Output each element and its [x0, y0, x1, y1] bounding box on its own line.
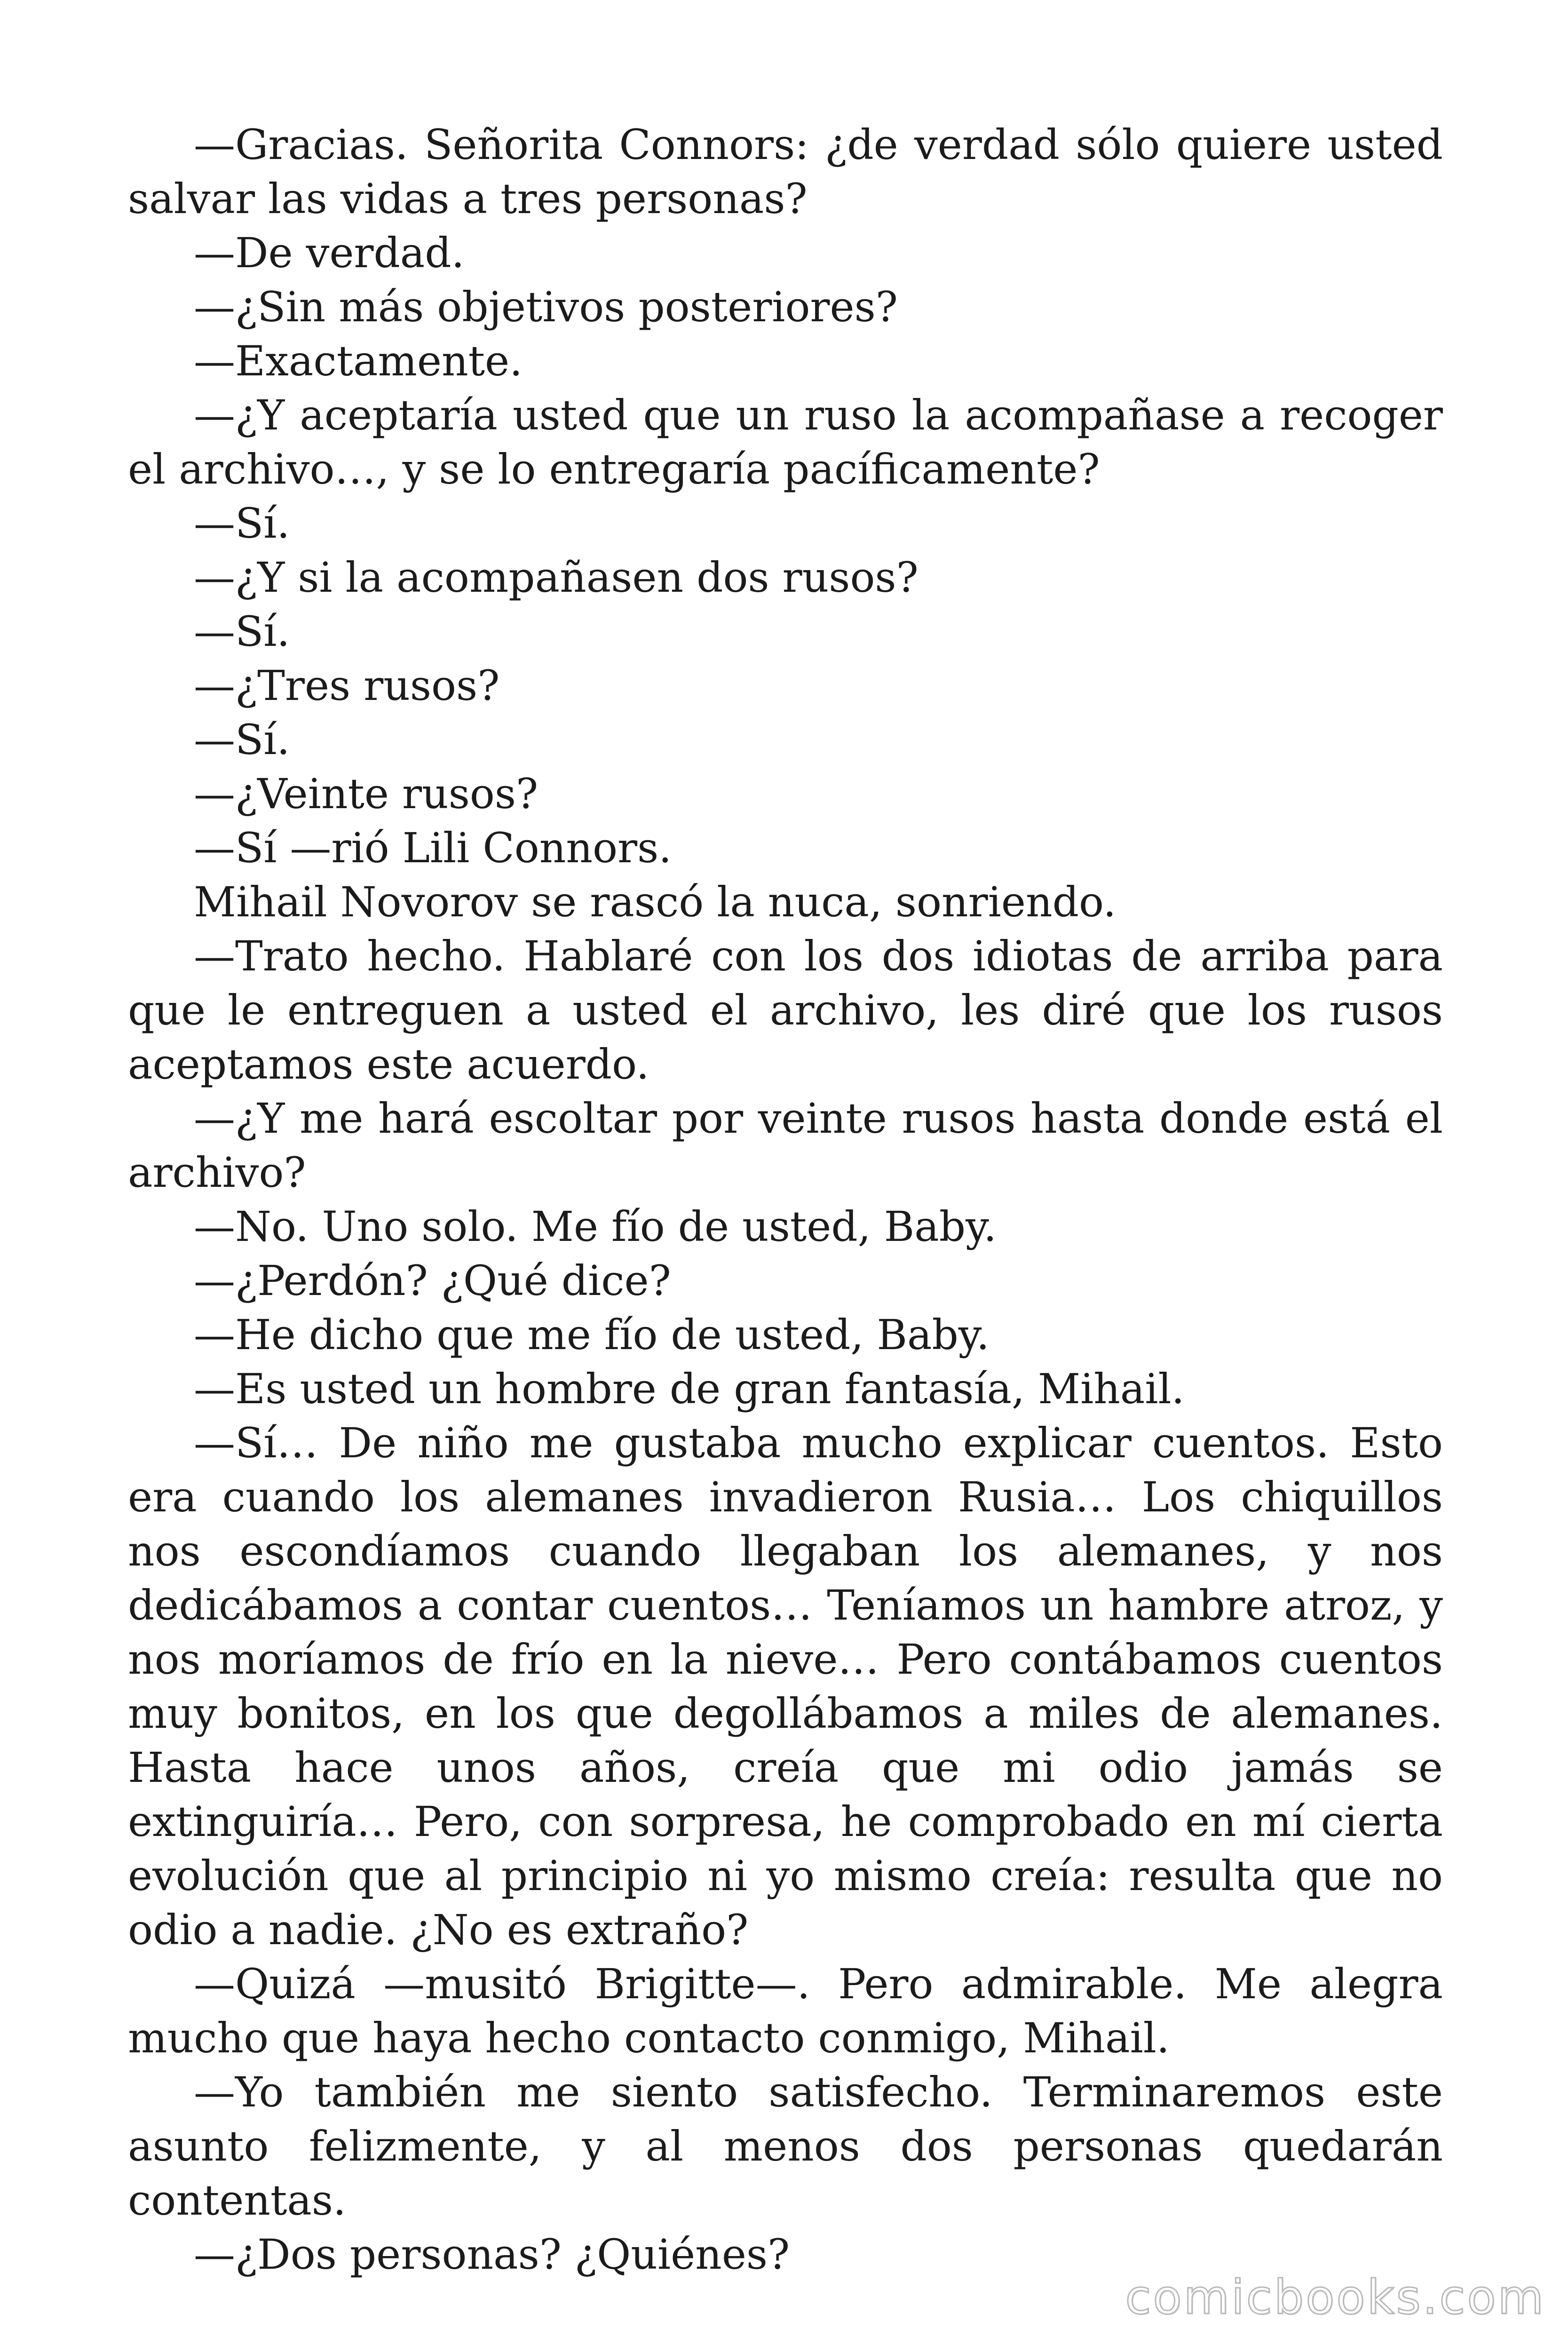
paragraph-23: —¿Dos personas? ¿Quiénes?	[194, 2230, 790, 2279]
paragraph-02: —De verdad.	[194, 229, 465, 277]
watermark-logo: comicbooks.com	[1125, 2270, 1545, 2325]
paragraph-08: —Sí.	[194, 607, 290, 656]
paragraph-01: —Gracias. Señorita Connors: ¿de verdad sólo quiere usted salvar las vidas a tres personas?	[128, 120, 1443, 223]
paragraph-15: —¿Y me hará escoltar por veinte rusos hasta donde está el archivo?	[128, 1094, 1443, 1197]
paragraph-17: —¿Perdón? ¿Qué dice?	[194, 1256, 671, 1305]
paragraph-05: —¿Y aceptaría usted que un ruso la acompañase a recoger el archivo…, y se lo entregaría pacíficamente?	[128, 391, 1443, 493]
paragraph-03: —¿Sin más objetivos posteriores?	[194, 283, 898, 331]
paragraph-22: —Yo también me siento satisfecho. Terminaremos este asunto felizmente, y al menos dos personas quedarán contentas.	[128, 2068, 1443, 2225]
paragraph-06: —Sí.	[194, 499, 290, 548]
paragraph-19: —Es usted un hombre de gran fantasía, Mihail.	[194, 1365, 1185, 1413]
paragraph-07: —¿Y si la acompañasen dos rusos?	[194, 553, 919, 602]
paragraph-14: —Trato hecho. Hablaré con los dos idiotas de arriba para que le entreguen a usted el archivo, les diré que los rusos aceptamos este acuerdo.	[128, 932, 1443, 1089]
paragraph-09: —¿Tres rusos?	[194, 661, 500, 710]
paragraph-10: —Sí.	[194, 715, 290, 764]
paragraph-16: —No. Uno solo. Me fío de usted, Baby.	[194, 1202, 997, 1251]
paragraph-18: —He dicho que me fío de usted, Baby.	[194, 1311, 990, 1359]
paragraph-20: —Sí… De niño me gustaba mucho explicar cuentos. Esto era cuando los alemanes invadieron Rusia… Los chiquillos nos escondíamos cuando llegaban los alemanes, y nos dedicábamos a contar cuentos… Teníamos un hambre atroz, y nos moríamos de frío en la nieve… Pero contábamos cuentos muy bonitos, en los que degollábamos a miles de alemanes. Hasta hace unos años, creía que mi odio jamás se extinguiría… Pero, con sorpresa, he comprobado en mí cierta evolución que al principio ni yo mismo creía: resulta que no odio a nadie. ¿No es extraño?	[128, 1419, 1443, 1954]
page-body	[128, 118, 1443, 2281]
paragraph-12: —Sí —rió Lili Connors.	[194, 824, 672, 872]
paragraph-11: —¿Veinte rusos?	[194, 770, 539, 818]
paragraph-13: Mihail Novorov se rascó la nuca, sonriendo.	[194, 878, 1117, 926]
paragraph-04: —Exactamente.	[194, 337, 523, 385]
paragraph-21: —Quizá —musitó Brigitte—. Pero admirable. Me alegra mucho que haya hecho contacto conmigo, Mihail.	[128, 1960, 1443, 2062]
